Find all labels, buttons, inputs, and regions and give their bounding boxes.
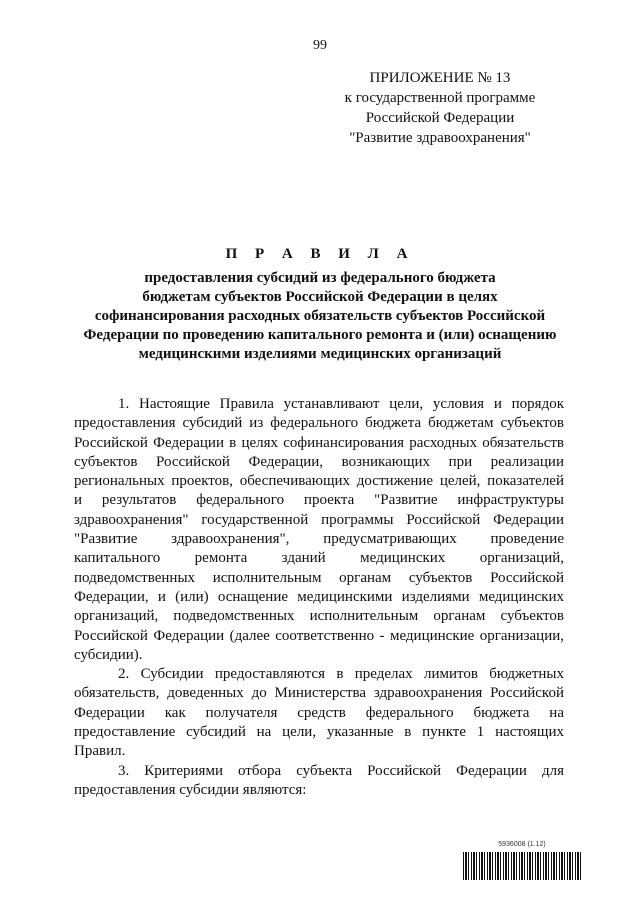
appendix-line: ПРИЛОЖЕНИЕ № 13 xyxy=(369,70,511,86)
subtitle-line: софинансирования расходных обязательств субъектов Российской xyxy=(94,308,546,324)
text-line: "Развитие здравоохранения", предусматривающих проведение xyxy=(74,531,564,548)
text-line: региональных проектов, обеспечивающих достижение целей, показателей xyxy=(74,473,564,490)
text-line: 3. Критериями отбора субъекта Российской Федерации для xyxy=(118,762,564,779)
barcode-image xyxy=(463,852,581,880)
text-line: Правил. xyxy=(74,743,126,760)
text-line: 1. Настоящие Правила устанавливают цели, условия и порядок xyxy=(118,396,564,412)
paragraph-3 xyxy=(74,762,564,801)
text-line: обязательств, доведенных до Министерства здравоохранения Российской xyxy=(74,685,564,702)
appendix-line: Российской Федерации xyxy=(365,110,515,126)
text-line: субсидии). xyxy=(74,646,143,663)
rules-subtitle xyxy=(62,269,578,364)
page-number: 99 xyxy=(313,38,327,53)
text-line: организаций, подведомственных исполнительным органам субъектов xyxy=(74,608,564,625)
text-line: субъектов Российской Федерации, возникающих при реализации xyxy=(74,453,564,470)
subtitle-line: бюджетам субъектов Российской Федерации в целях xyxy=(142,289,498,305)
text-line: и результатов федерального проекта "Развитие инфраструктуры xyxy=(74,492,564,509)
rules-title: П Р А В И Л А xyxy=(225,246,415,262)
paragraph-2 xyxy=(74,665,564,761)
appendix-line: к государственной программе xyxy=(344,90,536,106)
text-line: предоставление субсидий на цели, указанные в пункте 1 настоящих xyxy=(74,724,564,741)
paragraph-1 xyxy=(74,395,564,665)
appendix-block xyxy=(320,68,560,148)
barcode-label: 5936008 (1.12) xyxy=(498,841,546,848)
text-line: Российской Федерации (далее соответственно - медицинские организации, xyxy=(74,627,564,644)
subtitle-line: медицинскими изделиями медицинских организаций xyxy=(138,346,502,362)
text-line: подведомственных исполнительным органам субъектов Российской xyxy=(74,569,564,586)
text-line: Федерации, и (или) оснащение медицинскими изделиями медицинских xyxy=(74,588,564,605)
subtitle-line: предоставления субсидий из федерального бюджета xyxy=(144,270,496,286)
text-line: здравоохранения" государственной программы Российской Федерации xyxy=(74,511,564,528)
text-line: 2. Субсидии предоставляются в пределах лимитов бюджетных xyxy=(118,666,564,683)
text-line: предоставления субсидий из федерального бюджета бюджетам субъектов xyxy=(74,415,564,432)
body-text xyxy=(74,395,564,800)
text-line: капитального ремонта зданий медицинских организаций, xyxy=(74,550,564,567)
subtitle-line: Федерации по проведению капитального ремонта и (или) оснащению xyxy=(83,327,557,343)
appendix-line: "Развитие здравоохранения" xyxy=(349,130,531,146)
text-line: Российской Федерации в целях софинансирования расходных обязательств xyxy=(74,434,564,451)
text-line: Федерации как получателя средств федерального бюджета на xyxy=(74,704,564,721)
text-line: предоставления субсидии являются: xyxy=(74,781,307,798)
